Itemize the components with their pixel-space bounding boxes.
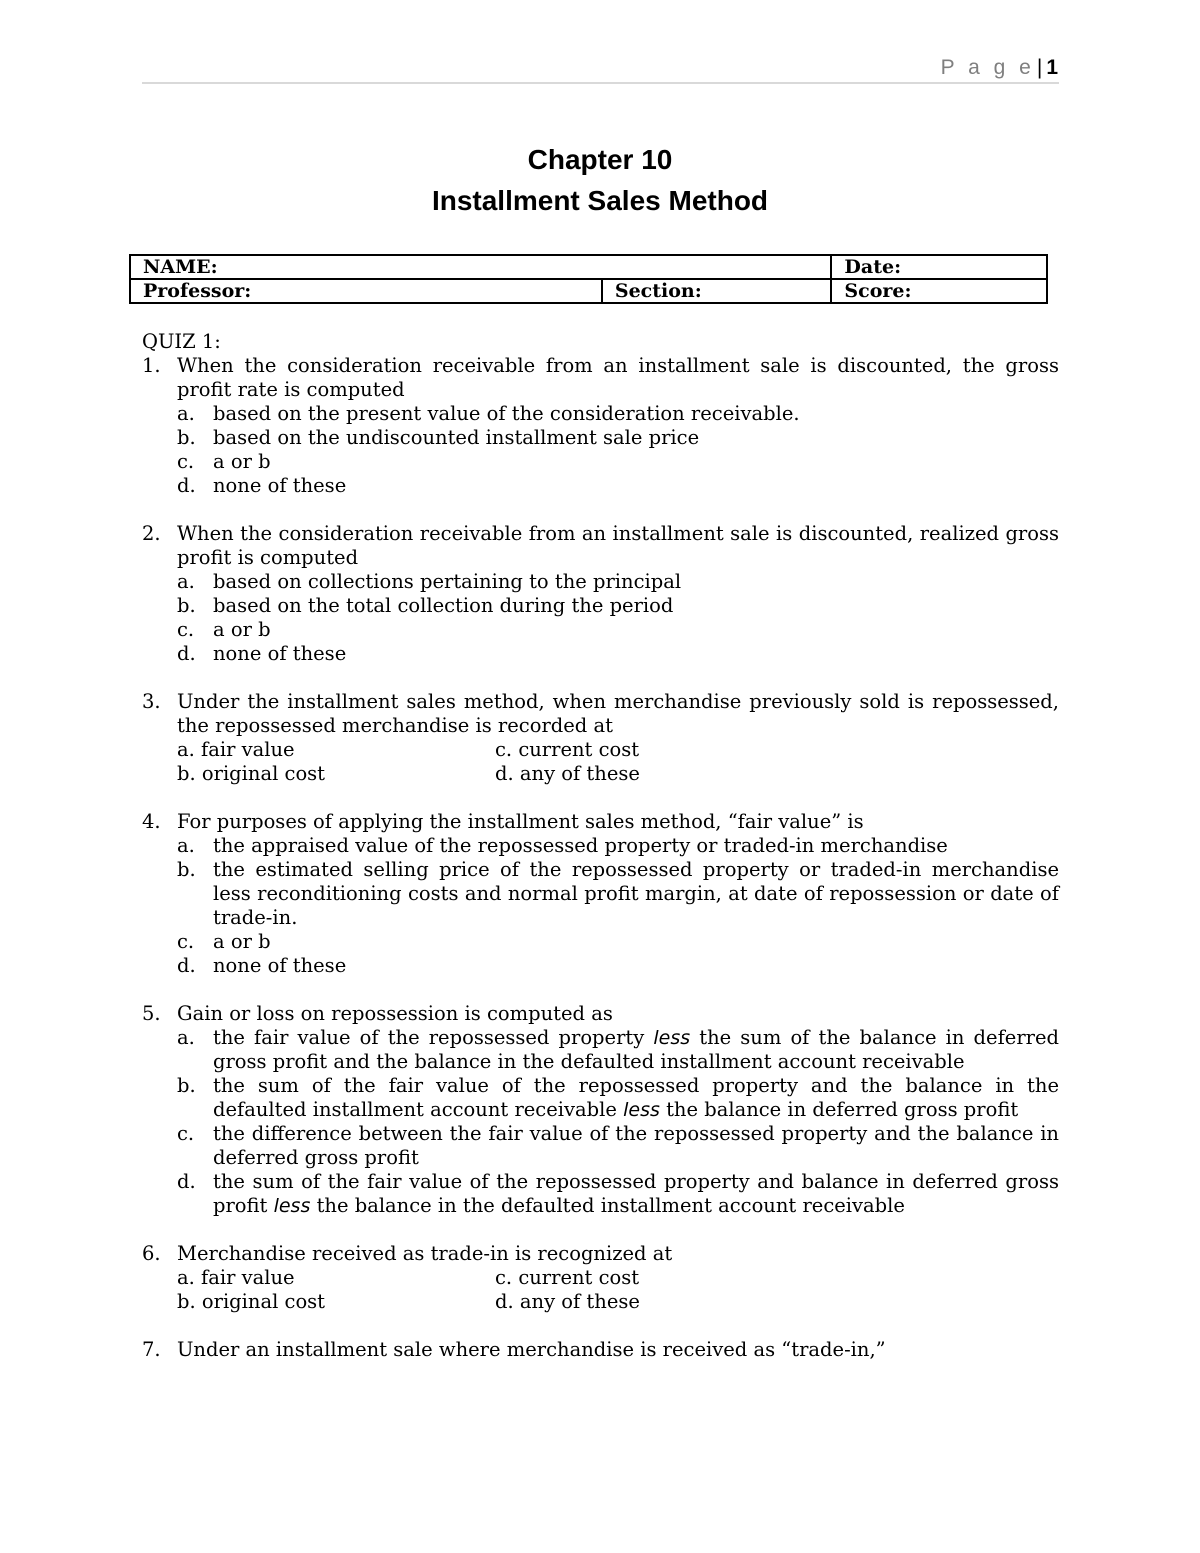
option-text [213,1074,1059,1122]
option-a[interactable] [177,834,1059,858]
options-grid [177,1266,1059,1314]
option-letter: a. [177,834,195,857]
option-text: none of these [213,642,347,665]
option-a[interactable]: a. fair value [177,1266,295,1289]
question-text: Gain or loss on repossession is computed as [177,1002,613,1025]
page-number: 1 [1046,56,1058,79]
question-number: 3. [142,690,161,713]
question-text: Under the installment sales method, when merchandise previously sold is repossessed, the repossessed merchandise is recorded at [177,690,1059,737]
option-text: based on the total collection during the period [213,594,674,617]
option-letter: d. [177,954,196,977]
question-text: Under an installment sale where merchandise is received as “trade-in,” [177,1338,886,1361]
question-text: When the consideration receivable from an installment sale is discounted, the gross profit rate is computed [177,354,1059,401]
option-text-pre: the fair value of the repossessed property [213,1026,654,1049]
option-letter: c. [177,930,195,953]
option-c[interactable] [177,1122,1059,1170]
info-row-1 [130,255,1047,279]
question-6 [142,1242,1059,1314]
info-row-2 [130,279,1047,303]
question-number: 6. [142,1242,161,1265]
option-text [213,1122,1059,1170]
option-text-pre: the difference between the fair value of the repossessed property and the balance in deferred gross profit [213,1122,1059,1169]
option-letter: d. [177,642,196,665]
question-number: 4. [142,810,161,833]
question-text: When the consideration receivable from an installment sale is discounted, realized gross profit is computed [177,522,1059,569]
option-text-pre: the sum of the fair value of the repossessed property and the balance in the defaulted installment account receivable [213,1074,1059,1121]
emphasis-less: less [273,1195,311,1217]
option-text: based on the present value of the consideration receivable. [213,402,800,425]
option-b[interactable] [177,594,1059,618]
student-info-table [129,254,1048,304]
question-text: Merchandise received as trade-in is recognized at [177,1242,673,1265]
option-d[interactable] [177,474,1059,498]
question-number: 2. [142,522,161,545]
page-label: P a g e [940,56,1035,79]
option-letter: d. [177,474,196,497]
option-text [213,1026,1059,1074]
option-letter: b. [177,858,196,881]
option-text-post: the balance in deferred gross profit [659,1098,1019,1121]
option-b[interactable]: b. original cost [177,762,326,785]
option-letter: b. [177,426,196,449]
option-d[interactable] [177,642,1059,666]
option-text: a or b [213,930,271,953]
option-d[interactable]: d. any of these [495,1290,640,1313]
options-grid [177,738,1059,786]
question-1 [142,354,1059,498]
option-d[interactable] [177,954,1059,978]
option-letter: c. [177,1122,195,1145]
option-letter: a. [177,570,195,593]
option-text-post: the balance in the defaulted installment account receivable [310,1194,905,1217]
option-a[interactable] [177,402,1059,426]
quiz-label: QUIZ 1: [142,330,221,353]
question-5 [142,1002,1059,1218]
option-a[interactable]: a. fair value [177,738,295,761]
option-text: based on the undiscounted installment sale price [213,426,700,449]
option-d[interactable]: d. any of these [495,762,640,785]
option-letter: b. [177,594,196,617]
option-letter: c. [177,618,195,641]
option-text: none of these [213,474,347,497]
option-c[interactable]: c. current cost [495,738,640,761]
option-text: a or b [213,450,271,473]
chapter-subtitle: Installment Sales Method [431,185,769,216]
option-a[interactable] [177,1026,1059,1074]
option-c[interactable] [177,618,1059,642]
option-text: none of these [213,954,347,977]
option-c[interactable]: c. current cost [495,1266,640,1289]
page-header [941,56,1058,80]
option-text [213,1170,1059,1218]
question-number: 7. [142,1338,161,1361]
option-text: based on collections pertaining to the principal [213,570,682,593]
score-field[interactable]: Score: [831,279,1047,303]
option-letter: c. [177,450,195,473]
option-text-post: the sum of the balance in deferred gross profit and the balance in the defaulted installment account receivable [213,1026,1059,1073]
header-rule [142,82,1059,84]
chapter-title: Chapter 10 [527,144,673,175]
option-letter: a. [177,1026,195,1049]
option-d[interactable] [177,1170,1059,1218]
option-text: the appraised value of the repossessed property or traded-in merchandise [213,834,948,857]
option-text-pre: the sum of the fair value of the repossessed property and balance in deferred gross profit [213,1170,1059,1217]
emphasis-less: less [623,1099,660,1121]
question-number: 5. [142,1002,161,1025]
option-letter: d. [177,1170,196,1193]
section-field[interactable]: Section: [602,279,832,303]
option-text: the estimated selling price of the repossessed property or traded-in merchandise less reconditioning costs and normal profit margin, at date of repossession or date of trade-in. [213,858,1059,929]
option-letter: b. [177,1074,196,1097]
question-2 [142,522,1059,666]
option-b[interactable] [177,858,1059,930]
name-field[interactable]: NAME: [130,255,831,279]
option-letter: a. [177,402,195,425]
option-a[interactable] [177,570,1059,594]
emphasis-less: less [653,1027,691,1049]
professor-field[interactable]: Professor: [130,279,602,303]
option-c[interactable] [177,450,1059,474]
question-7 [142,1338,1059,1362]
question-number: 1. [142,354,161,377]
question-text: For purposes of applying the installment sales method, “fair value” is [177,810,864,833]
question-3 [142,690,1059,786]
option-text: a or b [213,618,271,641]
question-4 [142,810,1059,978]
option-b[interactable] [177,1074,1059,1122]
quiz-section [142,330,1059,1386]
option-b[interactable] [177,426,1059,450]
option-b[interactable]: b. original cost [177,1290,326,1313]
page-separator: | [1036,56,1043,79]
option-c[interactable] [177,930,1059,954]
date-field[interactable]: Date: [831,255,1047,279]
